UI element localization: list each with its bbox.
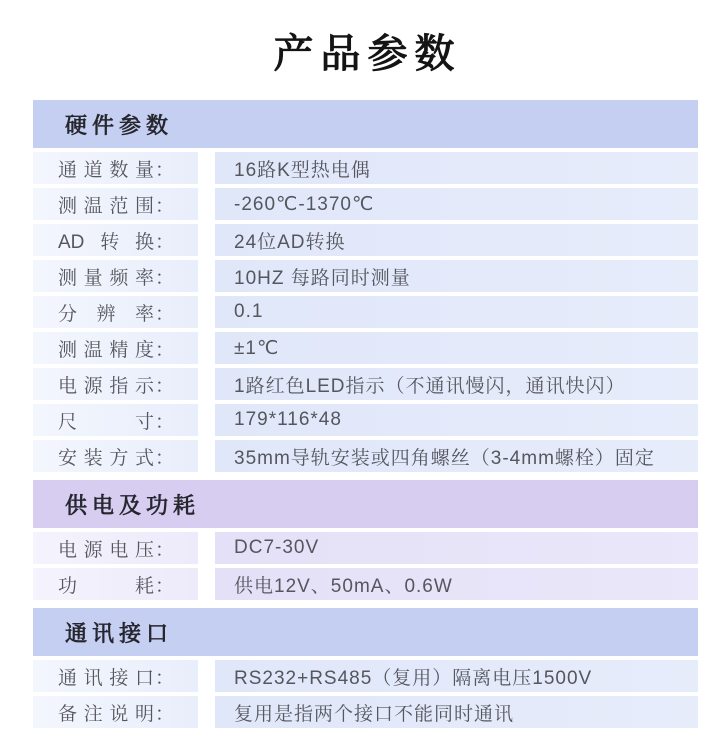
- spec-label-colon: ：: [155, 411, 175, 433]
- spec-value: 供电12V、50mA、0.6W: [215, 568, 698, 600]
- section-hardware: [33, 100, 698, 472]
- spec-value: 24位AD转换: [215, 224, 698, 256]
- spec-label-colon: ：: [155, 539, 175, 561]
- spec-label-text: 备注说明: [58, 703, 154, 725]
- spec-row-resolution: [33, 296, 698, 328]
- spec-row-power-indicator: [33, 368, 698, 400]
- spec-row-mounting: [33, 440, 698, 472]
- spec-label-text: AD转换: [58, 231, 154, 253]
- spec-label-text: 测温精度: [58, 339, 154, 361]
- spec-label: [33, 660, 198, 692]
- spec-label: [33, 404, 198, 436]
- spec-label: [33, 368, 198, 400]
- spec-label-colon: ：: [155, 195, 175, 217]
- spec-label-text: 安装方式: [58, 447, 154, 469]
- spec-label-text: 尺寸: [58, 411, 154, 433]
- spec-label-text: 分辨率: [58, 303, 154, 325]
- spec-label-text: 通讯接口: [58, 667, 154, 689]
- spec-row-supply-voltage: [33, 532, 698, 564]
- page-title: 产品参数: [273, 31, 462, 76]
- spec-row-measure-frequency: [33, 260, 698, 292]
- spec-value: 10HZ 每路同时测量: [215, 260, 698, 292]
- spec-value: 复用是指两个接口不能同时通讯: [215, 696, 698, 728]
- spec-row-power-consumption: [33, 568, 698, 600]
- spec-label-colon: ：: [155, 447, 175, 469]
- spec-label-colon: ：: [155, 231, 175, 253]
- spec-label-text: 通道数量: [58, 159, 154, 181]
- section-power: [33, 480, 698, 600]
- spec-label-colon: ：: [155, 575, 175, 597]
- spec-row-channel-count: [33, 152, 698, 184]
- spec-value: 16路K型热电偶: [215, 152, 698, 184]
- spec-row-ad-conversion: [33, 224, 698, 256]
- spec-row-temp-range: [33, 188, 698, 220]
- spec-label-text: 功耗: [58, 575, 154, 597]
- spec-label-colon: ：: [155, 703, 175, 725]
- spec-label: [33, 696, 198, 728]
- spec-label-colon: ：: [155, 339, 175, 361]
- spec-label-colon: ：: [155, 303, 175, 325]
- spec-label-text: 测温范围: [58, 195, 154, 217]
- spec-label-text: 电源指示: [58, 375, 154, 397]
- spec-value: RS232+RS485（复用）隔离电压1500V: [215, 660, 698, 692]
- spec-value: 1路红色LED指示（不通讯慢闪，通讯快闪）: [215, 368, 698, 400]
- spec-value: DC7-30V: [215, 532, 698, 564]
- spec-label-colon: ：: [155, 267, 175, 289]
- spec-row-comm-interface: [33, 660, 698, 692]
- spec-label: [33, 532, 198, 564]
- spec-table: [33, 100, 698, 728]
- spec-label: [33, 224, 198, 256]
- spec-label: [33, 296, 198, 328]
- spec-label: [33, 440, 198, 472]
- spec-label: [33, 332, 198, 364]
- spec-row-temp-accuracy: [33, 332, 698, 364]
- spec-label-colon: ：: [155, 667, 175, 689]
- spec-value: ±1℃: [215, 332, 698, 364]
- spec-value: 35mm导轨安装或四角螺丝（3-4mm螺栓）固定: [215, 440, 698, 472]
- spec-value: 0.1: [215, 296, 698, 328]
- section-comm-title: 通讯接口: [33, 608, 698, 656]
- spec-value: 179*116*48: [215, 404, 698, 436]
- section-hardware-title: 硬件参数: [33, 100, 698, 148]
- section-power-title: 供电及功耗: [33, 480, 698, 528]
- spec-label: [33, 152, 198, 184]
- spec-label-text: 电源电压: [58, 539, 154, 561]
- spec-label-colon: ：: [155, 159, 175, 181]
- section-comm: [33, 608, 698, 728]
- spec-row-dimensions: [33, 404, 698, 436]
- spec-row-remark: [33, 696, 698, 728]
- spec-label: [33, 568, 198, 600]
- spec-label-text: 测量频率: [58, 267, 154, 289]
- spec-label-colon: ：: [155, 375, 175, 397]
- spec-label: [33, 188, 198, 220]
- spec-value: -260℃-1370℃: [215, 188, 698, 220]
- spec-label: [33, 260, 198, 292]
